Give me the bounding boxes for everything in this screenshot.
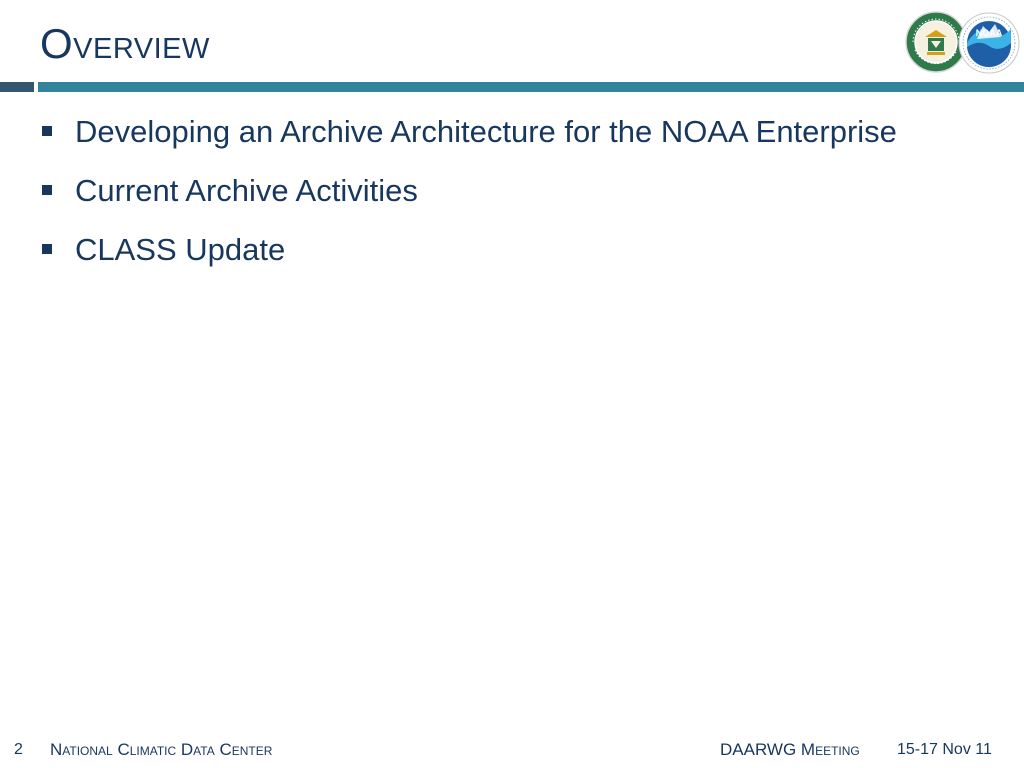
bullet-item xyxy=(40,108,940,156)
bullet-item xyxy=(40,167,940,215)
square-bullet-icon xyxy=(42,244,52,254)
bullet-item xyxy=(40,226,940,274)
slide-title: Overview xyxy=(40,20,210,67)
department-of-commerce-seal-icon xyxy=(906,12,966,72)
logo-group xyxy=(903,10,1021,74)
bullet-text: Current Archive Activities xyxy=(75,173,418,208)
noaa-logo-text: NOAA xyxy=(975,28,1003,38)
bullet-list xyxy=(40,108,940,285)
square-bullet-icon xyxy=(42,126,52,136)
footer-meeting: DAARWG Meeting xyxy=(720,740,860,759)
bullet-text: Developing an Archive Architecture for the NOAA Enterprise xyxy=(75,114,897,149)
bullet-text: CLASS Update xyxy=(75,232,286,267)
slide-footer xyxy=(0,738,1024,764)
noaa-logo-icon xyxy=(959,13,1019,73)
title-rule xyxy=(38,82,1024,92)
page-number: 2 xyxy=(14,741,23,758)
footer-organization: National Climatic Data Center xyxy=(50,740,273,759)
title-rule-left xyxy=(0,82,34,92)
footer-date: 15-17 Nov 11 xyxy=(897,741,992,758)
square-bullet-icon xyxy=(42,185,52,195)
